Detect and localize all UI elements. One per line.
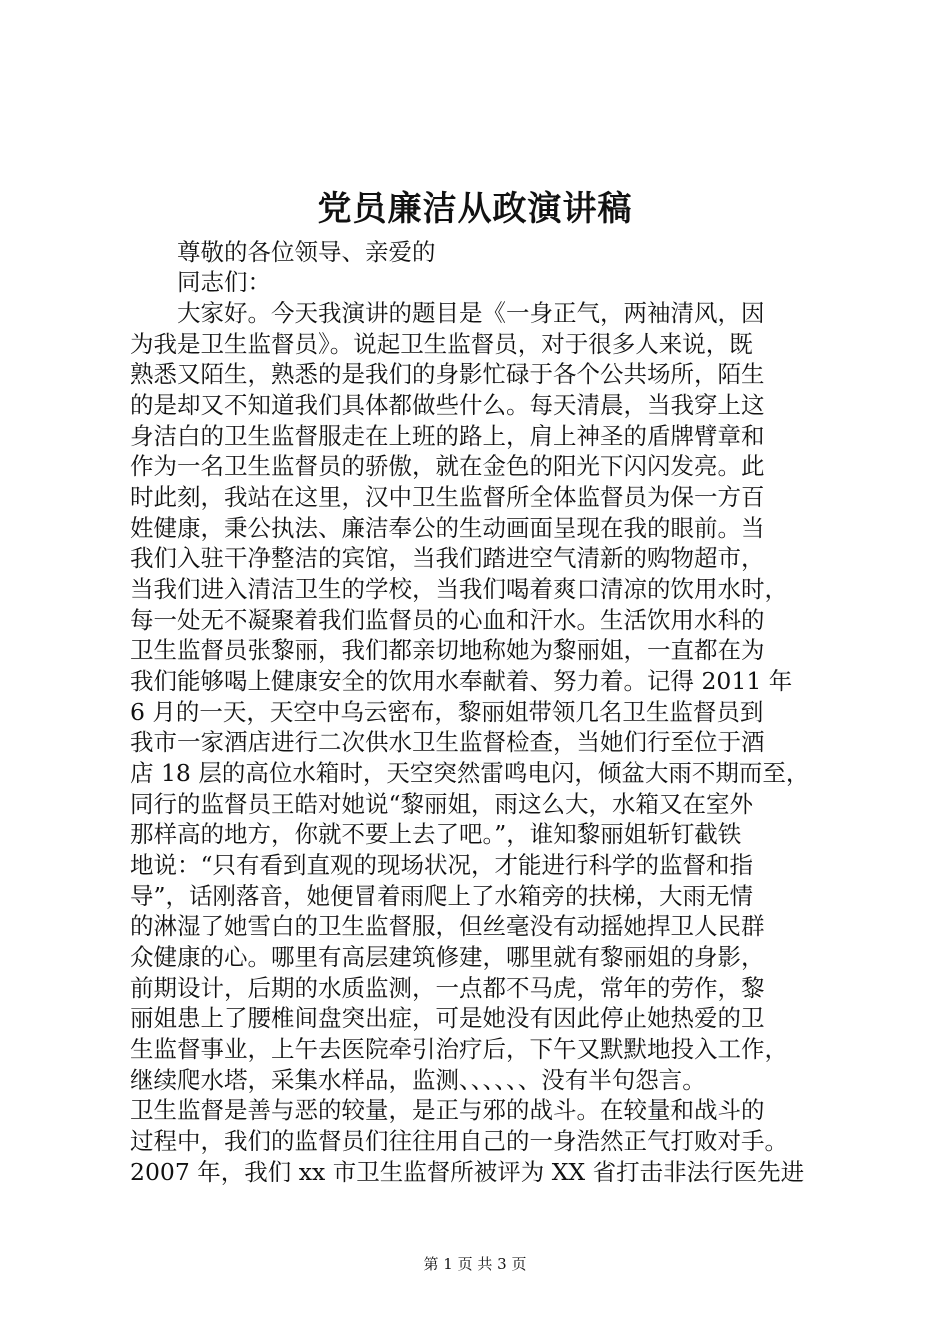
body-line: 生监督事业，上午去医院牵引治疗后，下午又默默地投入工作， xyxy=(130,1035,788,1063)
body-line: 继续爬水塔，采集水样品，监测、、、、、、没有半句怨言。 xyxy=(130,1066,706,1094)
document-title: 党员廉洁从政演讲稿 xyxy=(317,189,633,229)
body-line: 卫生监督是善与恶的较量，是正与邪的战斗。在较量和战斗的 xyxy=(130,1096,765,1124)
body-line: 我们能够喝上健康安全的饮用水奉献着、努力着。记得 2011 年 xyxy=(130,667,793,695)
body-line: 为我是卫生监督员》。说起卫生监督员，对于很多人来说，既 xyxy=(130,330,753,358)
body-line: 尊敬的各位领导、亲爱的 xyxy=(130,238,436,266)
body-line: 每一处无不凝聚着我们监督员的心血和汗水。生活饮用水科的 xyxy=(130,606,765,634)
body-line: 众健康的心。哪里有高层建筑修建，哪里就有黎丽姐的身影， xyxy=(130,943,765,971)
body-line: 大家好。今天我演讲的题目是《一身正气，两袖清风，因 xyxy=(130,299,765,327)
body-line: 同志们： xyxy=(130,268,271,296)
body-line: 时此刻，我站在这里，汉中卫生监督所全体监督员为保一方百 xyxy=(130,483,765,511)
body-line: 2007 年，我们 xx 市卫生监督所被评为 XX 省打击非法行医先进 xyxy=(130,1158,805,1186)
body-line: 前期设计，后期的水质监测，一点都不马虎，常年的劳作，黎 xyxy=(130,974,765,1002)
page-footer: 第 1 页 共 3 页 xyxy=(423,1255,527,1273)
body-line: 的是却又不知道我们具体都做些什么。每天清晨，当我穿上这 xyxy=(130,391,765,419)
body-line: 当我们进入清洁卫生的学校，当我们喝着爽口清凉的饮用水时， xyxy=(130,575,788,603)
body-line: 丽姐患上了腰椎间盘突出症，可是她没有因此停止她热爱的卫 xyxy=(130,1004,765,1032)
body-line: 导”，话刚落音，她便冒着雨爬上了水箱旁的扶梯，大雨无情 xyxy=(130,882,754,910)
body-line: 熟悉又陌生，熟悉的是我们的身影忙碌于各个公共场所，陌生 xyxy=(130,360,765,388)
body-line: 作为一名卫生监督员的骄傲，就在金色的阳光下闪闪发亮。此 xyxy=(130,452,765,480)
body-line: 卫生监督员张黎丽，我们都亲切地称她为黎丽姐，一直都在为 xyxy=(130,636,765,664)
body-line: 我们入驻干净整洁的宾馆，当我们踏进空气清新的购物超市， xyxy=(130,544,765,572)
body-line: 那样高的地方，你就不要上去了吧。”，谁知黎丽姐斩钉截铁 xyxy=(130,820,742,848)
body-line: 店 18 层的高位水箱时，天空突然雷鸣电闪，倾盆大雨不期而至， xyxy=(130,759,810,787)
body-line: 姓健康，秉公执法、廉洁奉公的生动画面呈现在我的眼前。当 xyxy=(130,514,765,542)
body-line: 的淋湿了她雪白的卫生监督服，但丝毫没有动摇她捍卫人民群 xyxy=(130,912,765,940)
body-line: 同行的监督员王皓对她说“黎丽姐，雨这么大，水箱又在室外 xyxy=(130,790,754,818)
body-line: 我市一家酒店进行二次供水卫生监督检查，当她们行至位于酒 xyxy=(130,728,765,756)
body-line: 过程中，我们的监督员们往往用自己的一身浩然正气打败对手。 xyxy=(130,1127,788,1155)
body-line: 6 月的一天，天空中乌云密布，黎丽姐带领几名卫生监督员到 xyxy=(130,698,764,726)
body-line: 身洁白的卫生监督服走在上班的路上，肩上神圣的盾牌臂章和 xyxy=(130,422,765,450)
body-line: 地说：“只有看到直观的现场状况，才能进行科学的监督和指 xyxy=(130,851,754,879)
